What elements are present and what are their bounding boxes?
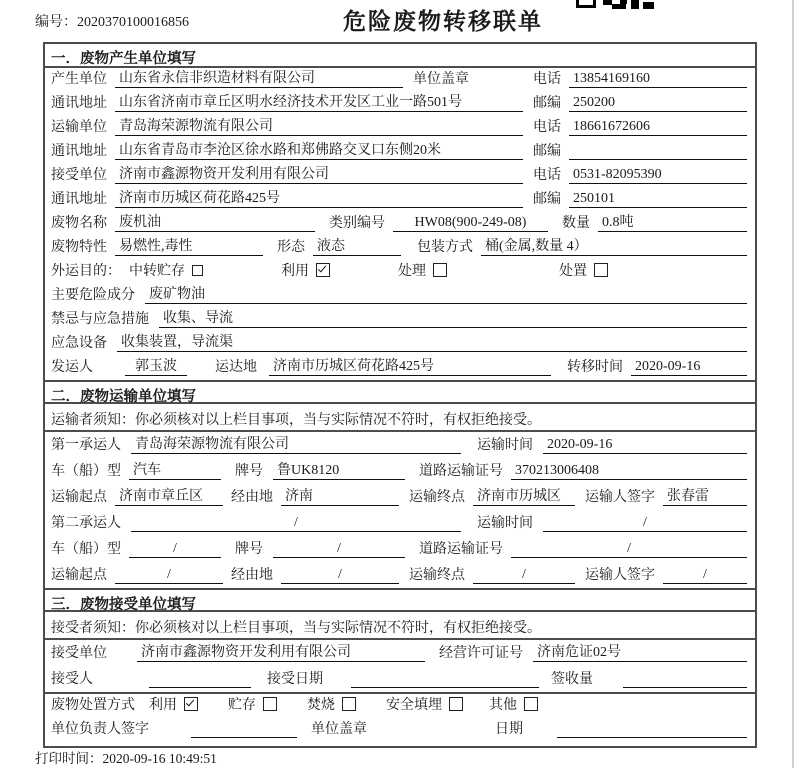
row-equipment <box>45 332 755 356</box>
manager-sign-label: 单位负责人签字 <box>51 722 149 737</box>
print-time-label: 打印时间： <box>35 751 103 766</box>
disposal-option-other <box>489 694 538 714</box>
zip-label: 邮编 <box>533 192 561 207</box>
route-end-label: 运输终点 <box>409 568 465 583</box>
producer-phone-value: 13854169160 <box>569 71 747 88</box>
qr-block <box>576 0 596 8</box>
traits-label: 废物特性 <box>51 240 107 255</box>
row-dispatch <box>45 356 755 380</box>
transfer-time-label: 转移时间 <box>567 360 623 375</box>
carrier1-label: 第一承运人 <box>51 438 121 453</box>
route-end-label: 运输终点 <box>409 490 465 505</box>
row-producer-address <box>45 92 755 116</box>
disposal-option-landfill <box>386 694 463 714</box>
carrier-sign-label: 运输人签字 <box>585 490 655 505</box>
purpose-option-transfer <box>129 260 203 280</box>
permit-value: 济南危证02号 <box>533 641 747 662</box>
row-precaution <box>45 308 755 332</box>
page-edge-line <box>792 0 794 768</box>
option-label: 处理 <box>398 264 426 279</box>
receiver-zip-group <box>533 188 747 208</box>
purpose-label: 外运目的： <box>51 264 121 279</box>
row-waste-traits <box>45 236 755 260</box>
route-via2-value: / <box>281 567 399 584</box>
receiver-zip-value: 250101 <box>569 191 747 208</box>
route-start2-value: / <box>115 567 223 584</box>
checkbox-unchecked-icon <box>342 697 356 711</box>
qr-block <box>612 4 626 9</box>
qr-block <box>643 2 654 9</box>
print-time-value: 2020-09-16 10:49:51 <box>102 751 217 766</box>
receiver-address-value: 济南市历城区荷花路425号 <box>115 187 523 208</box>
vehicle-type-label: 车（船）型 <box>51 542 121 557</box>
row-purpose <box>45 260 755 284</box>
precaution-value: 收集、导流 <box>159 307 747 328</box>
checkbox-unchecked-icon <box>433 263 447 277</box>
address-label: 通讯地址 <box>51 144 107 159</box>
section3-heading: 三．废物接受单位填写 <box>45 588 755 612</box>
date-value <box>557 734 747 738</box>
qr-block <box>603 0 612 5</box>
carrier-sign-value: 张春雷 <box>663 485 747 506</box>
address-label: 通讯地址 <box>51 192 107 207</box>
destination-value: 济南市历城区荷花路425号 <box>269 355 551 376</box>
serial-label: 编号： <box>35 15 77 30</box>
transporter-address-value: 山东省青岛市李沧区徐水路和郑佛路交叉口东侧20米 <box>115 139 523 160</box>
vehicle-type2-value: / <box>129 541 221 558</box>
receiver-phone-group <box>533 164 747 184</box>
receiver-value: 济南市鑫源物资开发利用有限公司 <box>115 163 523 184</box>
transporter-value: 青岛海荣源物流有限公司 <box>115 115 523 136</box>
route-via-label: 经由地 <box>231 490 273 505</box>
row-carrier1 <box>45 432 755 458</box>
row-waste-name <box>45 212 755 236</box>
option-label: 贮存 <box>228 698 256 713</box>
road-license-label: 道路运输证号 <box>419 542 503 557</box>
row-transporter-address <box>45 140 755 164</box>
plate-value: 鲁UK8120 <box>273 459 405 480</box>
transport-time-value: 2020-09-16 <box>543 437 747 454</box>
hazard-value: 废矿物油 <box>145 283 747 304</box>
plate2-value: / <box>273 541 405 558</box>
disposal-option-burn <box>307 694 356 714</box>
section2-notice: 运输者须知：你必须核对以上栏目事项，当与实际情况不符时，有权拒绝接受。 <box>45 404 755 432</box>
carrier1-value: 青岛海荣源物流有限公司 <box>131 433 461 454</box>
qty-label: 数量 <box>562 216 590 231</box>
accept-date-label: 接受日期 <box>267 672 323 687</box>
row-carrier2 <box>45 510 755 536</box>
sign-amount-label: 签收量 <box>551 672 593 687</box>
equipment-label: 应急设备 <box>51 336 107 351</box>
receiver-label: 接受单位 <box>51 168 107 183</box>
permit-label: 经营许可证号 <box>439 646 523 661</box>
phone-label: 电话 <box>533 72 561 87</box>
producer-zip-value: 250200 <box>569 95 747 112</box>
route-start-label: 运输起点 <box>51 490 107 505</box>
route-end-value: 济南市历城区 <box>473 485 575 506</box>
transporter-zip-value <box>569 156 747 160</box>
zip-label: 邮编 <box>533 144 561 159</box>
accept-unit-label: 接受单位 <box>51 646 107 661</box>
checkbox-unchecked-icon <box>192 265 203 276</box>
vehicle-type-label: 车（船）型 <box>51 464 121 479</box>
purpose-option-treat <box>398 260 447 280</box>
row-signoff <box>45 718 755 742</box>
checkbox-unchecked-icon <box>263 697 277 711</box>
transport-time-label: 运输时间 <box>477 516 533 531</box>
address-label: 通讯地址 <box>51 96 107 111</box>
row-accept-unit <box>45 640 755 666</box>
row-vehicle2 <box>45 536 755 562</box>
page-title: 危险废物转移联单 <box>343 9 543 34</box>
form-label: 形态 <box>277 240 305 255</box>
transporter-phone-value: 18661672606 <box>569 119 747 136</box>
plate-label: 牌号 <box>235 542 263 557</box>
transfer-form-table <box>43 42 757 748</box>
row-hazard <box>45 284 755 308</box>
checkbox-unchecked-icon <box>524 697 538 711</box>
plate-label: 牌号 <box>235 464 263 479</box>
row-receiver-address <box>45 188 755 212</box>
section2-heading: 二．废物运输单位填写 <box>45 380 755 404</box>
route-via-label: 经由地 <box>231 568 273 583</box>
producer-address-value: 山东省济南市章丘区明水经济技术开发区工业一路501号 <box>115 91 523 112</box>
receiver-phone-value: 0531-82095390 <box>569 167 747 184</box>
road-license-label: 道路运输证号 <box>419 464 503 479</box>
carrier2-value: / <box>131 515 461 532</box>
precaution-label: 禁忌与应急措施 <box>51 312 149 327</box>
qty-value: 0.8吨 <box>598 211 747 232</box>
transporter-zip-group <box>533 140 747 160</box>
traits-value: 易燃性,毒性 <box>115 235 263 256</box>
purpose-option-dispose <box>559 260 608 280</box>
row-disposal <box>45 692 755 718</box>
serial-value: 2020370100016856 <box>77 15 189 30</box>
phone-label: 电话 <box>533 168 561 183</box>
seal-label: 单位盖章 <box>413 72 469 87</box>
transport-time2-value: / <box>543 515 747 532</box>
disposal-option-use <box>149 694 198 714</box>
qr-block <box>631 0 639 9</box>
road-license-value: 370213006408 <box>511 463 747 480</box>
qr-code-fragment-icon <box>576 0 656 11</box>
shipper-value: 郭玉波 <box>125 355 187 376</box>
checkbox-checked-icon <box>316 263 330 277</box>
sign-amount-value <box>623 684 747 688</box>
date-label: 日期 <box>495 722 523 737</box>
accept-person-value <box>149 684 251 688</box>
route-via-value: 济南 <box>281 485 399 506</box>
disposal-option-store <box>228 694 277 714</box>
carrier2-label: 第二承运人 <box>51 516 121 531</box>
unit-seal-label: 单位盖章 <box>311 722 367 737</box>
waste-name-value: 废机油 <box>115 211 315 232</box>
route-start-value: 济南市章丘区 <box>115 485 223 506</box>
row-accept-person <box>45 666 755 692</box>
checkbox-unchecked-icon <box>449 697 463 711</box>
route-end2-value: / <box>473 567 575 584</box>
manager-sign-value <box>191 734 297 738</box>
destination-label: 运达地 <box>215 360 257 375</box>
option-label: 中转贮存 <box>129 264 185 279</box>
route-start-label: 运输起点 <box>51 568 107 583</box>
row-vehicle1 <box>45 458 755 484</box>
print-time <box>35 747 217 767</box>
hazard-label: 主要危险成分 <box>51 288 135 303</box>
row-producer <box>45 68 755 92</box>
road-license2-value: / <box>511 541 747 558</box>
zip-label: 邮编 <box>533 96 561 111</box>
accept-unit-value: 济南市鑫源物资开发利用有限公司 <box>137 641 425 662</box>
accept-date-value <box>351 684 539 688</box>
transfer-time-value: 2020-09-16 <box>631 359 747 376</box>
producer-value: 山东省永信非织造材料有限公司 <box>115 67 403 88</box>
option-label: 焚烧 <box>307 698 335 713</box>
packaging-label: 包装方式 <box>417 240 473 255</box>
carrier-sign2-value: / <box>663 567 747 584</box>
packaging-value: 桶(金属,数量 4） <box>481 235 747 256</box>
purpose-option-use <box>281 260 330 280</box>
transporter-unit-label: 运输单位 <box>51 120 107 135</box>
accept-person-label: 接受人 <box>51 672 93 687</box>
carrier-sign-label: 运输人签字 <box>585 568 655 583</box>
waste-name-label: 废物名称 <box>51 216 107 231</box>
row-transporter <box>45 116 755 140</box>
section1-heading: 一．废物产生单位填写 <box>45 44 755 68</box>
transport-time-label: 运输时间 <box>477 438 533 453</box>
producer-label: 产生单位 <box>51 72 107 87</box>
phone-label: 电话 <box>533 120 561 135</box>
checkbox-checked-icon <box>184 697 198 711</box>
option-label: 安全填埋 <box>386 698 442 713</box>
category-value: HW08(900-249-08) <box>393 215 548 232</box>
row-route1 <box>45 484 755 510</box>
option-label: 其他 <box>489 698 517 713</box>
vehicle-type-value: 汽车 <box>129 459 221 480</box>
checkbox-unchecked-icon <box>594 263 608 277</box>
option-label: 利用 <box>281 264 309 279</box>
transporter-phone-group <box>533 116 747 136</box>
equipment-value: 收集装置，导流渠 <box>117 331 747 352</box>
section3-notice: 接受者须知：你必须核对以上栏目事项，当与实际情况不符时，有权拒绝接受。 <box>45 612 755 640</box>
qr-block <box>620 0 627 4</box>
option-label: 处置 <box>559 264 587 279</box>
disposal-label: 废物处置方式 <box>51 698 135 713</box>
option-label: 利用 <box>149 698 177 713</box>
row-route2 <box>45 562 755 588</box>
form-value: 液态 <box>313 235 401 256</box>
category-label: 类别编号 <box>329 216 385 231</box>
row-receiver <box>45 164 755 188</box>
producer-zip-group <box>533 92 747 112</box>
shipper-label: 发运人 <box>51 360 93 375</box>
producer-phone-group <box>533 68 747 88</box>
